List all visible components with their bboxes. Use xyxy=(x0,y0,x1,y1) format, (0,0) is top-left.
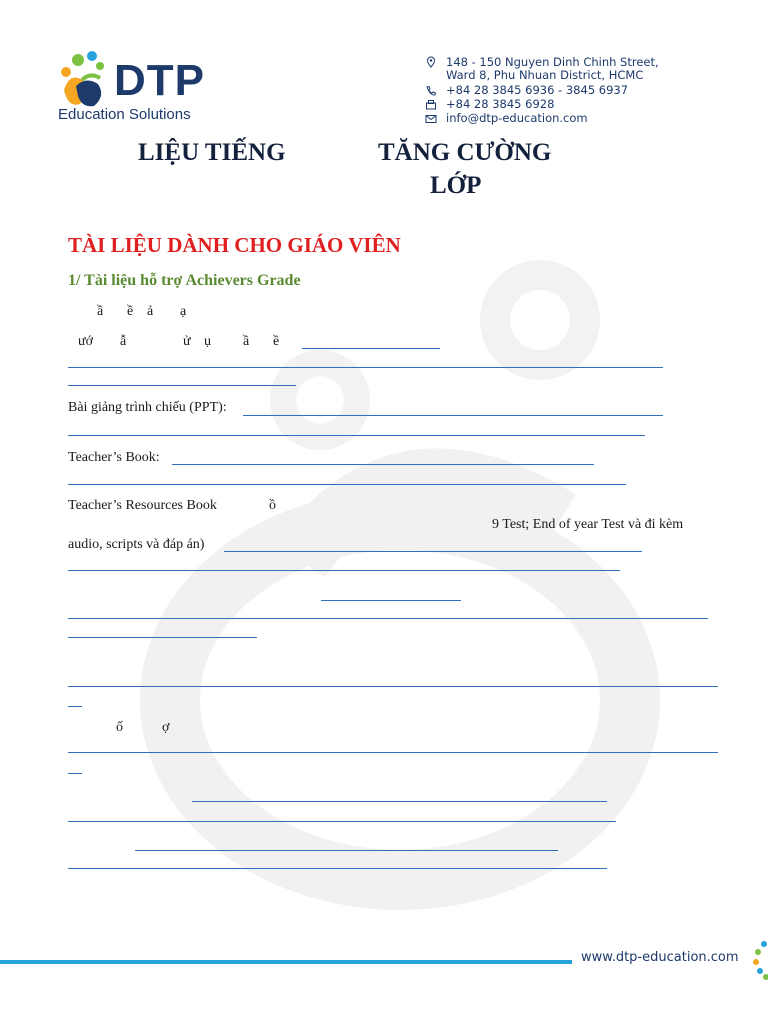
fill-in-line xyxy=(68,618,708,619)
fill-in-line xyxy=(135,850,558,851)
fragment-text: ề xyxy=(273,334,280,349)
fragment-text: ố xyxy=(116,720,123,735)
email-address: info@dtp-education.com xyxy=(446,111,588,125)
brand-name: DTP xyxy=(114,56,205,105)
fill-in-line xyxy=(68,686,718,687)
fill-in-line xyxy=(243,415,663,416)
address-line-1: 148 - 150 Nguyen Dinh Chinh Street, xyxy=(446,55,659,69)
fill-in-line xyxy=(68,367,663,368)
page-title-right-line1: TĂNG CƯỜNG xyxy=(378,139,552,166)
location-pin-icon xyxy=(425,56,437,68)
fill-in-line xyxy=(172,464,594,465)
fill-in-line xyxy=(224,551,642,552)
fill-in-line xyxy=(321,600,461,601)
fill-in-line xyxy=(68,570,620,571)
address-line-2: Ward 8, Phu Nhuan District, HCMC xyxy=(446,68,644,82)
fax-number: +84 28 3845 6928 xyxy=(446,97,555,111)
fill-in-line xyxy=(68,637,257,638)
fragment-text: ạ xyxy=(180,304,187,319)
fill-in-line xyxy=(68,385,296,386)
fragment-text: ẫ xyxy=(120,334,127,349)
fill-in-line xyxy=(302,348,440,349)
fill-in-line xyxy=(68,752,718,753)
fragment-text: ả xyxy=(147,304,154,319)
dtp-logo-icon xyxy=(56,50,112,110)
fragment-text: ầ xyxy=(97,304,104,319)
fragment-text: ử xyxy=(183,334,191,349)
logo xyxy=(56,50,226,130)
resources-book-continuation-2: audio, scripts và đáp án) xyxy=(68,537,205,552)
resources-book-label: Teacher’s Resources Book xyxy=(68,498,217,513)
page-title-left: LIỆU TIẾNG xyxy=(138,139,286,166)
fragment-text: ụ xyxy=(204,334,211,349)
fragment-text: ợ xyxy=(162,720,170,735)
fill-in-line xyxy=(68,484,626,485)
ppt-label: Bài giảng trình chiếu (PPT): xyxy=(68,400,227,415)
fragment-text: ồ xyxy=(269,498,276,513)
footer-website: www.dtp-education.com xyxy=(581,950,739,965)
phone-icon xyxy=(425,85,437,97)
phone-number: +84 28 3845 6936 - 3845 6937 xyxy=(446,83,629,97)
page-title-right-line2: LỚP xyxy=(430,172,482,199)
fill-in-line xyxy=(68,706,82,707)
footer-logo-icon xyxy=(748,938,768,982)
email-icon xyxy=(425,113,437,125)
resources-book-continuation: 9 Test; End of year Test và đi kèm xyxy=(492,517,684,532)
subsection-heading: 1/ Tài liệu hỗ trợ Achievers Grade xyxy=(68,272,301,289)
fax-icon xyxy=(425,99,437,111)
contact-block xyxy=(425,55,725,127)
fill-in-line xyxy=(68,773,82,774)
teachers-book-label: Teacher’s Book: xyxy=(68,450,160,465)
fill-in-line xyxy=(68,868,607,869)
brand-subtitle: Education Solutions xyxy=(58,106,191,123)
fill-in-line xyxy=(192,801,607,802)
section-heading: TÀI LIỆU DÀNH CHO GIÁO VIÊN xyxy=(68,233,401,257)
footer-rule xyxy=(0,960,572,964)
fill-in-line xyxy=(68,435,645,436)
fragment-text: ầ xyxy=(243,334,250,349)
fill-in-line xyxy=(68,821,616,822)
fragment-text: ề xyxy=(127,304,134,319)
fragment-text: ướ xyxy=(78,334,93,349)
